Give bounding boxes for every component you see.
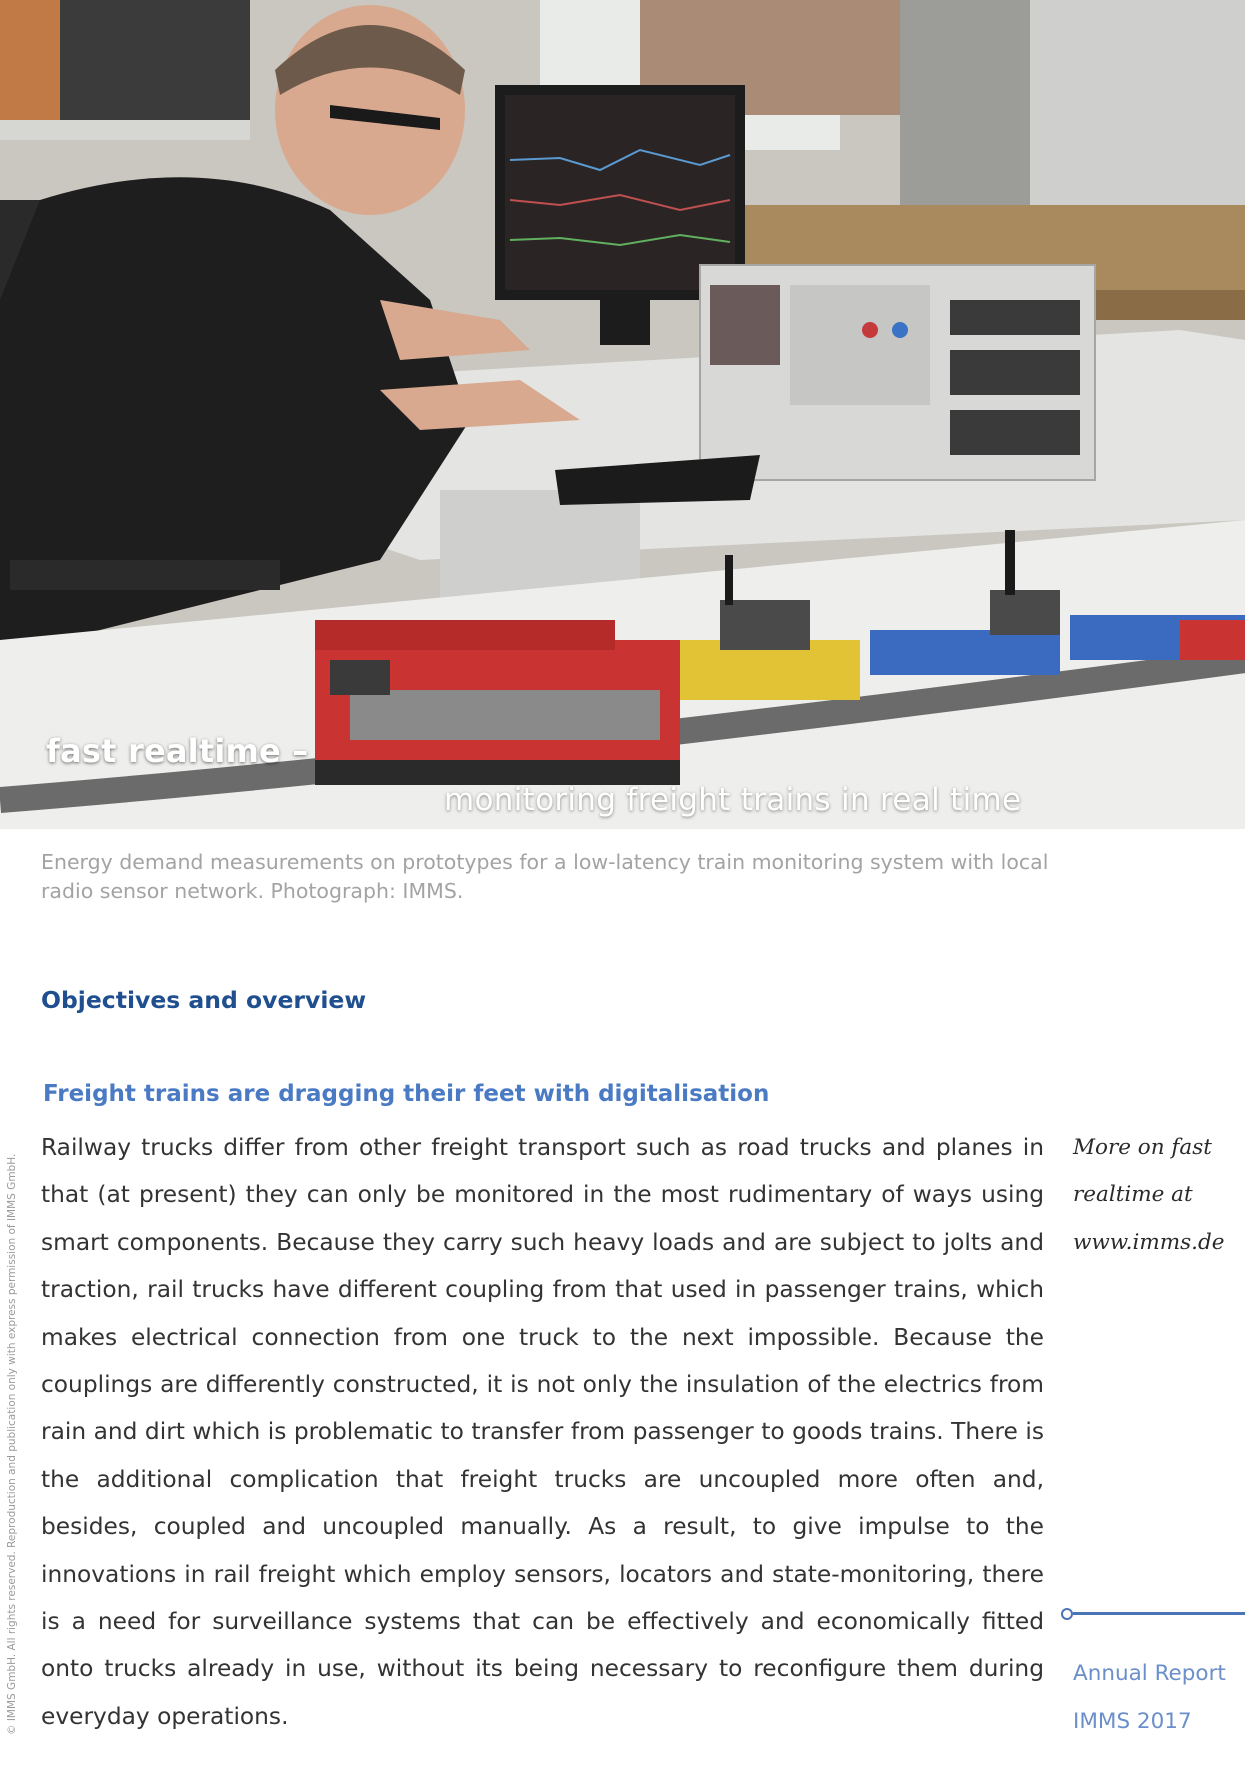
footer-line1: Annual Report	[1073, 1661, 1226, 1686]
photo-caption: Energy demand measurements on prototypes for a low-latency train monitoring system with local radio sensor network. Photograph: IMMS.	[41, 850, 1049, 903]
footer-line2: IMMS 2017	[1073, 1709, 1192, 1734]
margin-note-line2: realtime at	[1073, 1182, 1193, 1208]
margin-note	[1073, 1124, 1243, 1266]
section-heading: Objectives and overview	[41, 986, 367, 1014]
copyright-notice: © IMMS GmbH. All rights reserved. Reproduction and publication only with express permission of IMMS GmbH.	[6, 1153, 18, 1735]
rule-line	[1073, 1612, 1245, 1615]
lab-photo	[0, 0, 1245, 829]
lab-photo-illustration	[0, 0, 1245, 829]
margin-note-link[interactable]: www.imms.de	[1073, 1229, 1225, 1255]
body-paragraph: Railway trucks differ from other freight transport such as road trucks and planes in that (at present) they can only be monitored in the most rudimentary of ways using smart components. Because they carry such heavy loads and are subject to jolts and traction, rail trucks have different coupling from that used in passenger trains, which makes electrical connection from one truck to the next impossible. Because the couplings are differently constructed, it is not only the insulation of the electrics from rain and dirt which is problematic to transfer from passenger to goods trains. There is the additional complication that freight trucks are uncoupled more often and, besides, coupled and uncoupled manually. As a result, to give impulse to the innovations in rail freight which employ sensors, locators and state-monitoring, there is a need for surveillance systems that can be effectively and economically fitted onto trucks already in use, without its being necessary to reconfigure them during everyday operations.	[41, 1134, 1044, 1730]
rule-dot	[1061, 1608, 1073, 1620]
photo-subtitle: monitoring freight trains in real time	[444, 782, 1022, 818]
photo-title: fast realtime –	[46, 732, 309, 770]
sub-heading: Freight trains are dragging their feet with digitalisation	[43, 1081, 770, 1107]
footer-report	[1073, 1650, 1226, 1746]
margin-note-line1: More on fast	[1073, 1135, 1212, 1160]
